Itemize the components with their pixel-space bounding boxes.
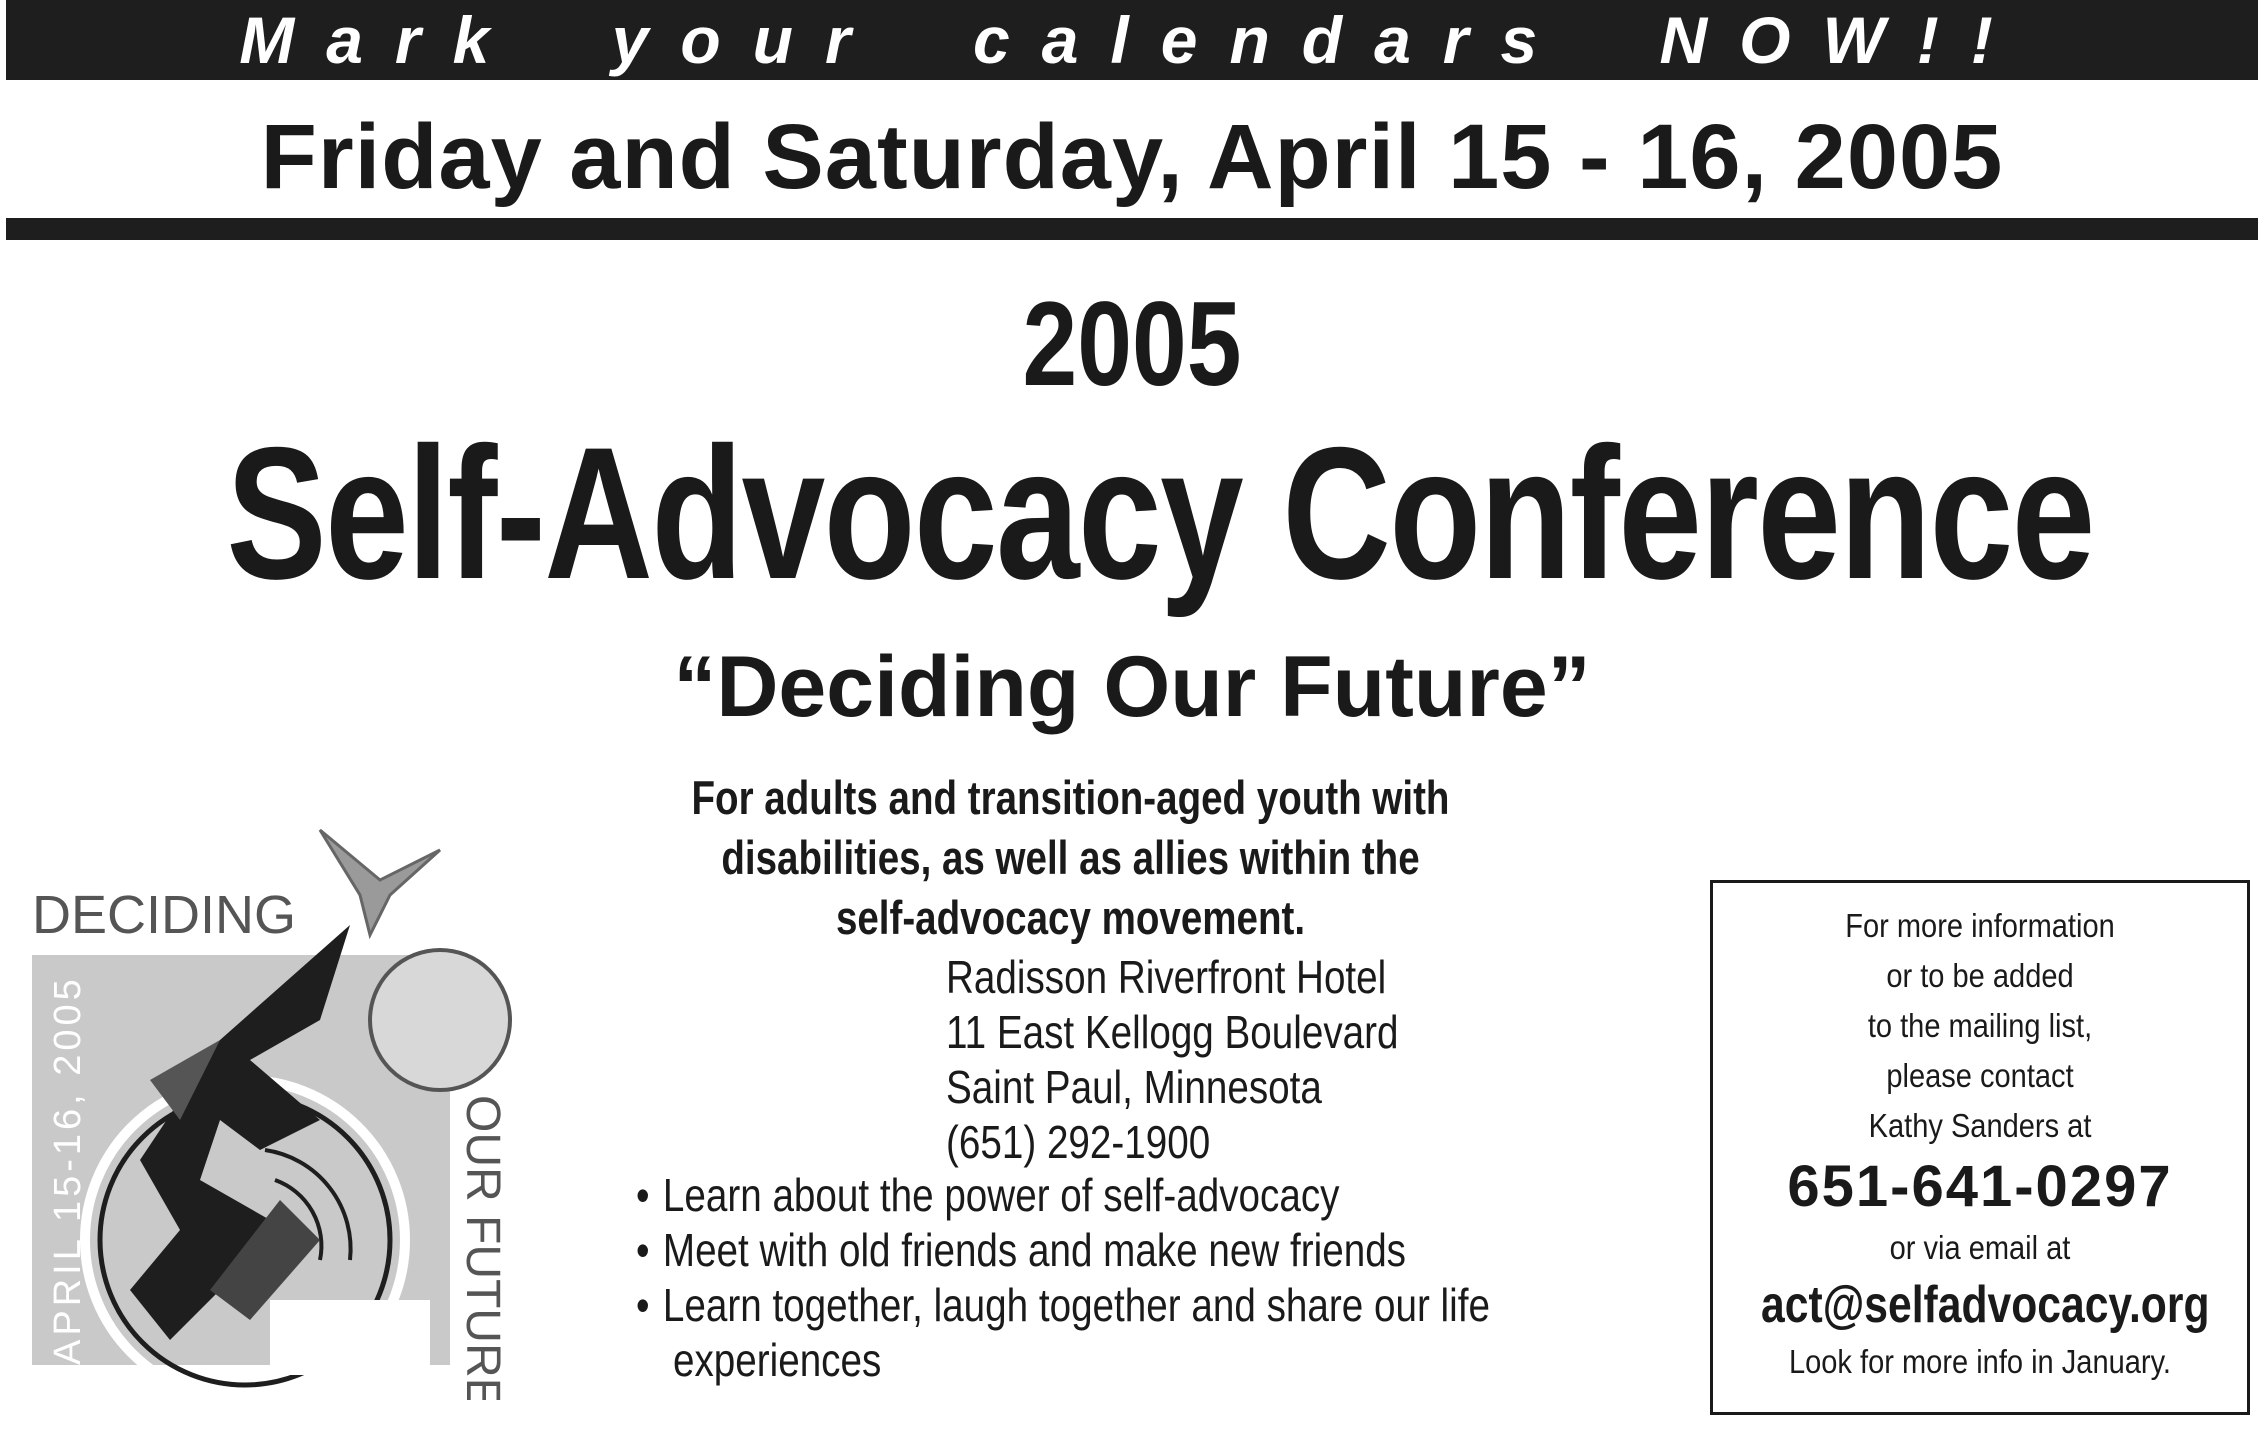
audience-line: self-advocacy movement. xyxy=(835,891,1306,944)
calendar-banner xyxy=(6,0,2258,80)
contact-line: to the mailing list, xyxy=(1867,1007,2093,1044)
list-item-continuation: experiences xyxy=(672,1334,882,1386)
contact-footer: Look for more info in January. xyxy=(1788,1343,2172,1380)
contact-line: For more information xyxy=(1845,907,2115,944)
conference-logo xyxy=(20,820,540,1400)
head-circle-icon xyxy=(370,950,510,1090)
list-item-text: Learn about the power of self-advocacy xyxy=(662,1169,1340,1221)
contact-line: Kathy Sanders at xyxy=(1868,1107,2092,1144)
list-item xyxy=(636,1168,1490,1223)
list-item xyxy=(636,1223,1490,1278)
logo-strip xyxy=(270,1300,430,1375)
audience-line: For adults and transition-aged youth with xyxy=(691,771,1450,824)
email-intro: or via email at xyxy=(1889,1229,2071,1266)
contact-phone: 651-641-0297 xyxy=(1787,1154,2173,1219)
header-divider xyxy=(6,218,2258,240)
logo-graphic xyxy=(20,820,540,1400)
contact-line: or to be added xyxy=(1886,957,2074,994)
logo-side-text: OUR FUTURE xyxy=(456,1095,509,1400)
banner-text: Mark your calendars NOW!! xyxy=(239,3,2025,77)
logo-date-text: APRIL 15-16, 2005 xyxy=(47,975,89,1365)
contact-email: act@selfadvocacy.org xyxy=(1761,1276,2210,1334)
bullet-icon: • xyxy=(636,1279,650,1331)
bullet-icon: • xyxy=(636,1169,650,1221)
list-item xyxy=(636,1278,1490,1333)
bird-icon xyxy=(320,830,440,935)
event-dates: Friday and Saturday, April 15 - 16, 2005 xyxy=(260,106,2004,208)
audience-description xyxy=(640,768,1501,948)
benefits-list xyxy=(636,1168,1490,1388)
conference-theme: “Deciding Our Future” xyxy=(673,639,1591,735)
contact-line: please contact xyxy=(1886,1057,2074,1094)
venue-city: Saint Paul, Minnesota xyxy=(946,1061,1322,1113)
bullet-icon: • xyxy=(636,1224,650,1276)
list-item-text: Meet with old friends and make new friends xyxy=(662,1224,1407,1276)
venue-street: 11 East Kellogg Boulevard xyxy=(946,1006,1399,1058)
list-item-text: Learn together, laugh together and share our life xyxy=(662,1279,1490,1331)
contact-box xyxy=(1710,880,2250,1415)
venue-name: Radisson Riverfront Hotel xyxy=(946,951,1387,1003)
venue-phone: (651) 292-1900 xyxy=(946,1116,1211,1168)
conference-year: 2005 xyxy=(1022,277,1242,411)
logo-top-text: DECIDING xyxy=(32,885,297,945)
venue-address xyxy=(946,950,1399,1170)
audience-line: disabilities, as well as allies within the xyxy=(721,831,1420,884)
conference-title: Self-Advocacy Conference xyxy=(226,408,2094,618)
